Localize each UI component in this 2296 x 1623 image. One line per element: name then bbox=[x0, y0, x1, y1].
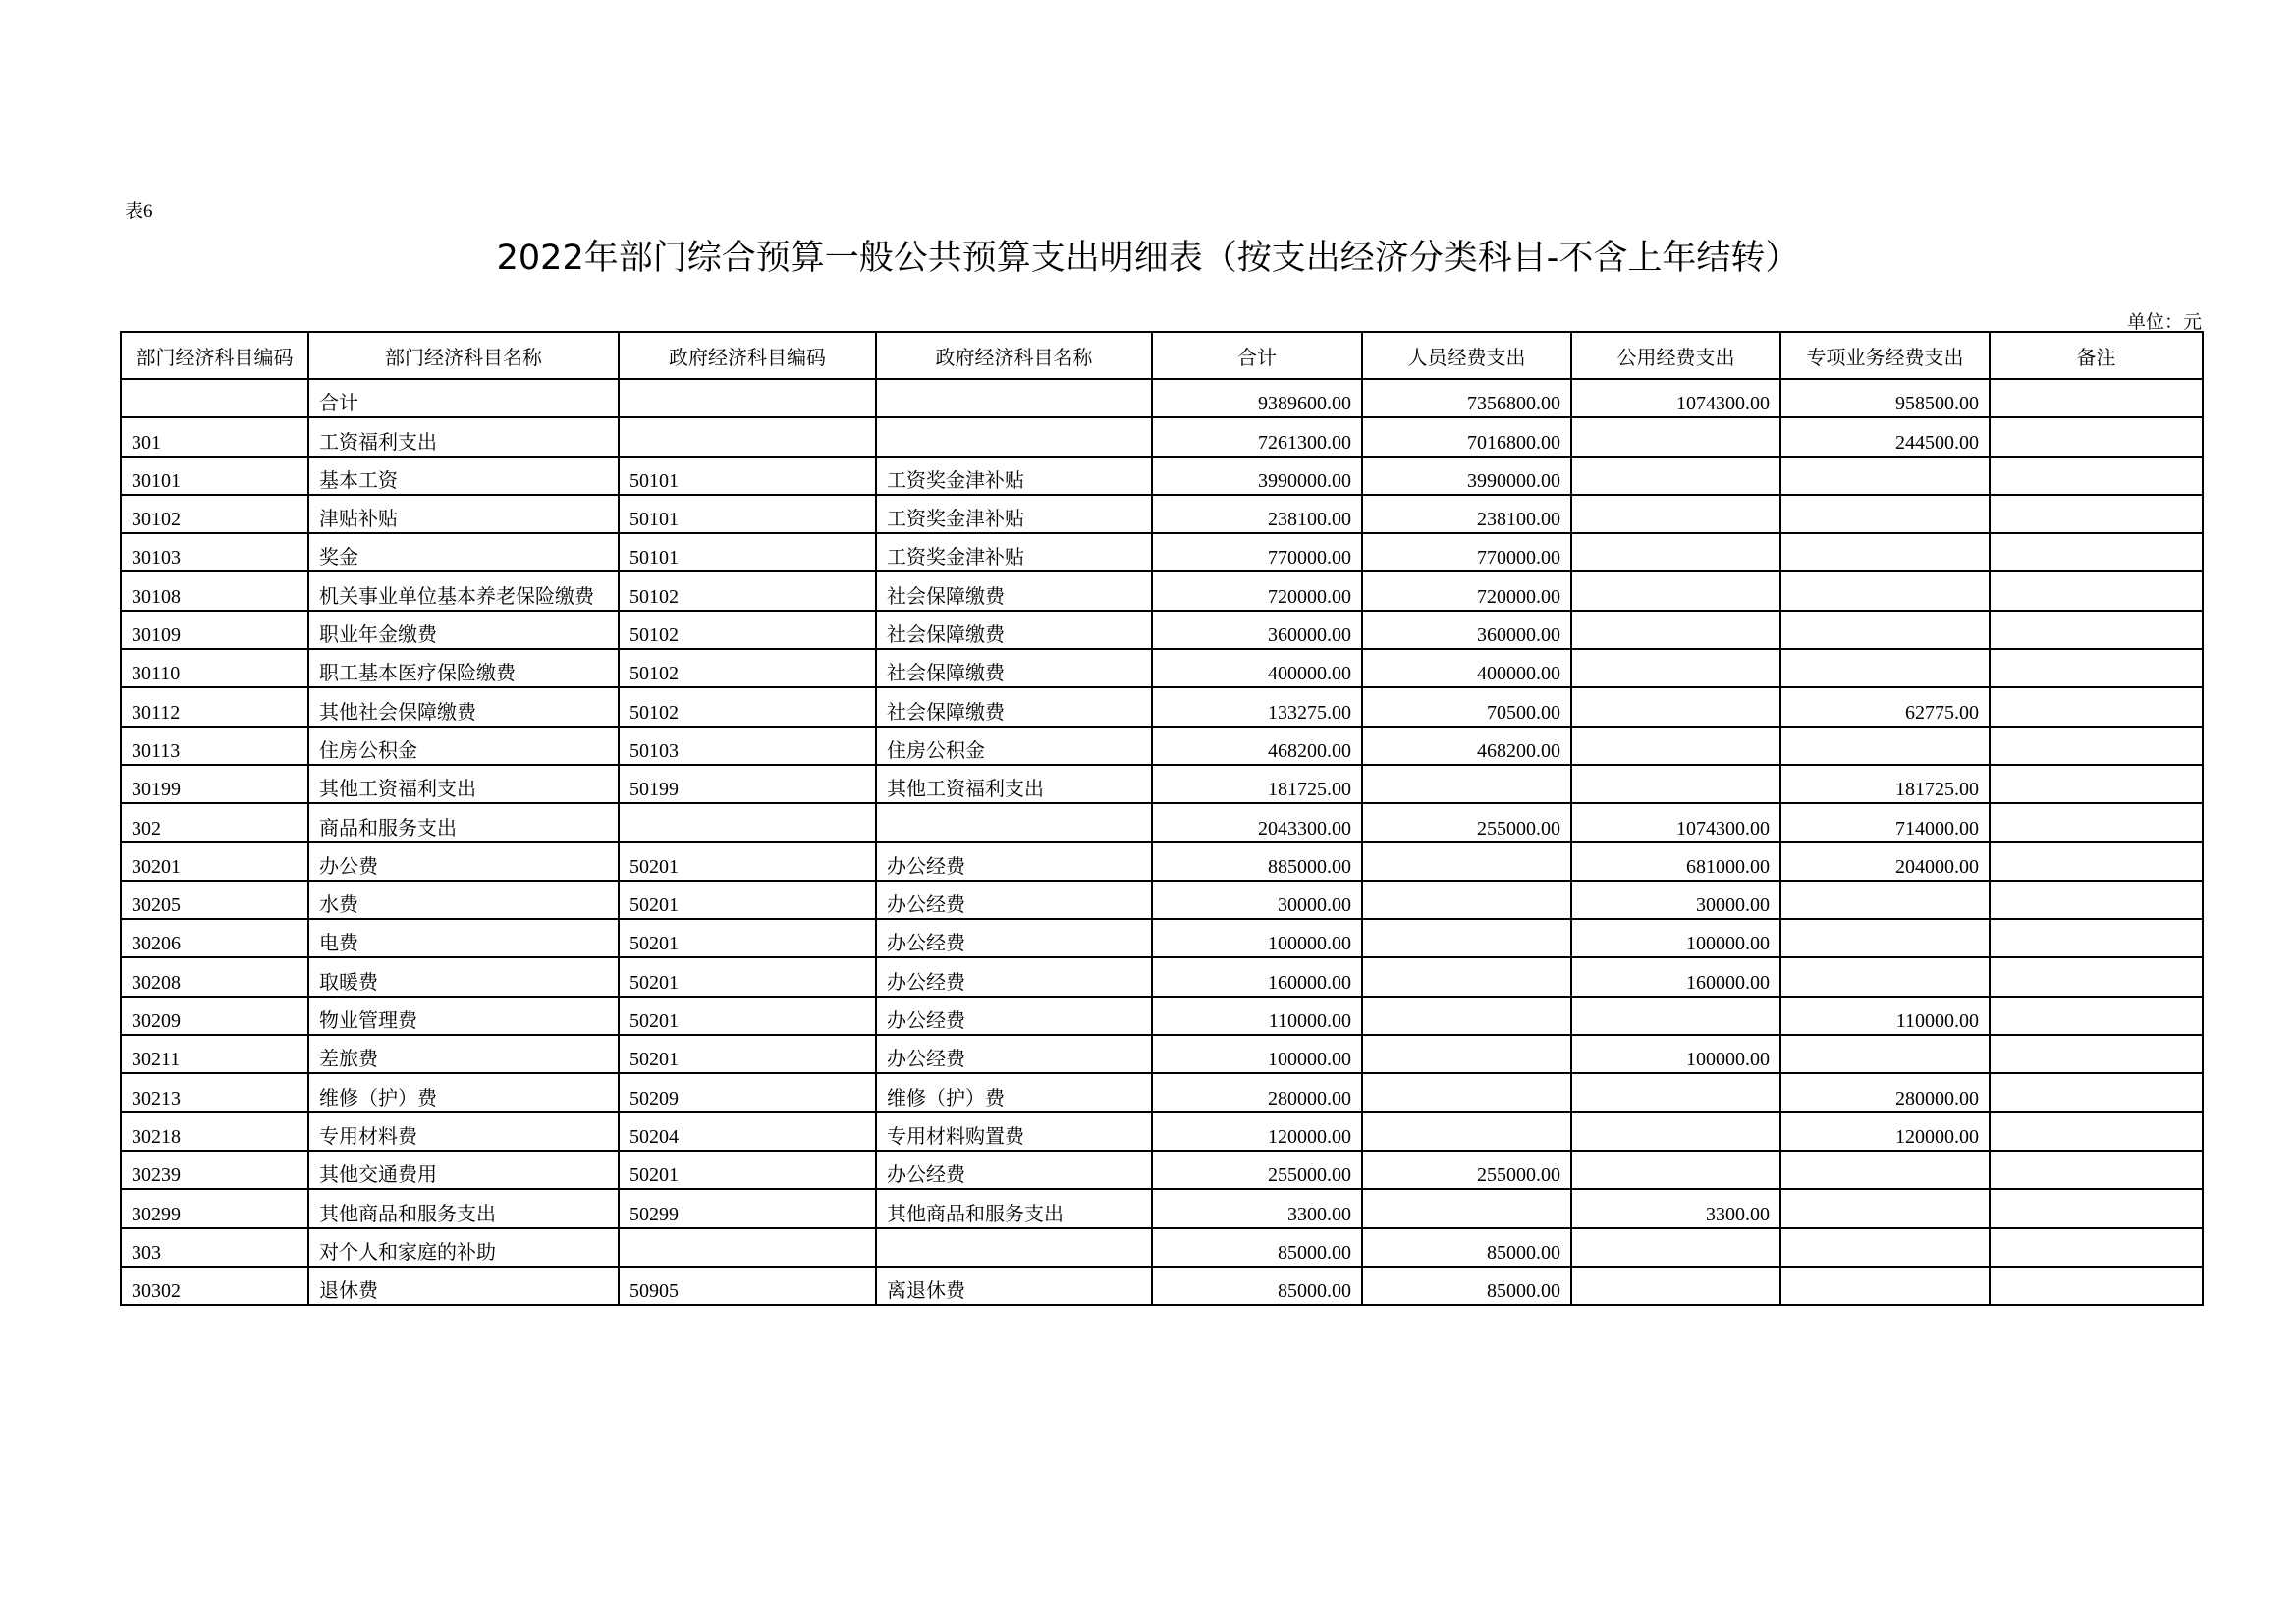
cell-dept-code: 303 bbox=[121, 1228, 308, 1267]
cell-gov-name: 其他商品和服务支出 bbox=[876, 1189, 1152, 1227]
cell-gov-name: 办公经费 bbox=[876, 997, 1152, 1035]
cell-total: 110000.00 bbox=[1152, 997, 1362, 1035]
cell-total: 9389600.00 bbox=[1152, 379, 1362, 417]
cell-dept-code: 30205 bbox=[121, 881, 308, 919]
header-dept-name: 部门经济科目名称 bbox=[308, 332, 619, 379]
cell-special bbox=[1780, 533, 1990, 571]
cell-gov-code: 50209 bbox=[619, 1073, 876, 1111]
cell-gov-name: 社会保障缴费 bbox=[876, 649, 1152, 687]
cell-gov-name: 社会保障缴费 bbox=[876, 611, 1152, 649]
cell-gov-code: 50102 bbox=[619, 571, 876, 610]
header-dept-code: 部门经济科目编码 bbox=[121, 332, 308, 379]
cell-gov-code: 50201 bbox=[619, 1035, 876, 1073]
cell-dept-name: 办公费 bbox=[308, 842, 619, 881]
cell-total: 133275.00 bbox=[1152, 687, 1362, 726]
cell-gov-name: 办公经费 bbox=[876, 1035, 1152, 1073]
cell-dept-name: 商品和服务支出 bbox=[308, 803, 619, 841]
cell-total: 3300.00 bbox=[1152, 1189, 1362, 1227]
cell-public bbox=[1571, 997, 1780, 1035]
cell-gov-code bbox=[619, 1228, 876, 1267]
cell-remarks bbox=[1990, 495, 2203, 533]
header-total: 合计 bbox=[1152, 332, 1362, 379]
cell-dept-name: 机关事业单位基本养老保险缴费 bbox=[308, 571, 619, 610]
cell-dept-name: 合计 bbox=[308, 379, 619, 417]
cell-special: 204000.00 bbox=[1780, 842, 1990, 881]
cell-dept-name: 职工基本医疗保险缴费 bbox=[308, 649, 619, 687]
cell-dept-code: 30208 bbox=[121, 957, 308, 996]
cell-dept-code: 30102 bbox=[121, 495, 308, 533]
cell-public: 100000.00 bbox=[1571, 1035, 1780, 1073]
header-gov-name: 政府经济科目名称 bbox=[876, 332, 1152, 379]
cell-personnel bbox=[1362, 842, 1571, 881]
cell-remarks bbox=[1990, 1228, 2203, 1267]
cell-public bbox=[1571, 1151, 1780, 1189]
cell-dept-code bbox=[121, 379, 308, 417]
cell-dept-code: 30239 bbox=[121, 1151, 308, 1189]
cell-total: 280000.00 bbox=[1152, 1073, 1362, 1111]
cell-personnel bbox=[1362, 997, 1571, 1035]
cell-remarks bbox=[1990, 842, 2203, 881]
cell-special: 244500.00 bbox=[1780, 417, 1990, 456]
cell-gov-name: 社会保障缴费 bbox=[876, 571, 1152, 610]
cell-public bbox=[1571, 765, 1780, 803]
cell-remarks bbox=[1990, 997, 2203, 1035]
cell-dept-name: 住房公积金 bbox=[308, 727, 619, 765]
cell-dept-code: 302 bbox=[121, 803, 308, 841]
header-remarks: 备注 bbox=[1990, 332, 2203, 379]
cell-public: 3300.00 bbox=[1571, 1189, 1780, 1227]
cell-remarks bbox=[1990, 533, 2203, 571]
cell-public bbox=[1571, 457, 1780, 495]
cell-personnel: 468200.00 bbox=[1362, 727, 1571, 765]
cell-personnel bbox=[1362, 1112, 1571, 1151]
cell-personnel: 85000.00 bbox=[1362, 1228, 1571, 1267]
cell-dept-name: 取暖费 bbox=[308, 957, 619, 996]
cell-remarks bbox=[1990, 457, 2203, 495]
cell-personnel: 255000.00 bbox=[1362, 1151, 1571, 1189]
page-title: 2022年部门综合预算一般公共预算支出明细表（按支出经济分类科目-不含上年结转） bbox=[496, 239, 1800, 278]
cell-gov-code: 50101 bbox=[619, 495, 876, 533]
cell-dept-code: 30199 bbox=[121, 765, 308, 803]
cell-gov-code bbox=[619, 379, 876, 417]
cell-remarks bbox=[1990, 687, 2203, 726]
cell-gov-code: 50199 bbox=[619, 765, 876, 803]
table-row bbox=[121, 1035, 2203, 1073]
cell-special bbox=[1780, 881, 1990, 919]
cell-gov-name: 办公经费 bbox=[876, 881, 1152, 919]
cell-gov-code: 50201 bbox=[619, 1151, 876, 1189]
cell-dept-code: 30201 bbox=[121, 842, 308, 881]
cell-gov-name: 专用材料购置费 bbox=[876, 1112, 1152, 1151]
cell-dept-name: 对个人和家庭的补助 bbox=[308, 1228, 619, 1267]
cell-gov-name: 工资奖金津补贴 bbox=[876, 495, 1152, 533]
cell-personnel: 70500.00 bbox=[1362, 687, 1571, 726]
cell-special bbox=[1780, 649, 1990, 687]
cell-special bbox=[1780, 919, 1990, 957]
cell-remarks bbox=[1990, 765, 2203, 803]
cell-special: 280000.00 bbox=[1780, 1073, 1990, 1111]
cell-remarks bbox=[1990, 919, 2203, 957]
cell-remarks bbox=[1990, 571, 2203, 610]
cell-gov-code: 50101 bbox=[619, 457, 876, 495]
cell-dept-code: 30112 bbox=[121, 687, 308, 726]
cell-special bbox=[1780, 1035, 1990, 1073]
cell-dept-code: 30109 bbox=[121, 611, 308, 649]
cell-special: 714000.00 bbox=[1780, 803, 1990, 841]
cell-special bbox=[1780, 611, 1990, 649]
cell-gov-name: 离退休费 bbox=[876, 1267, 1152, 1305]
cell-total: 30000.00 bbox=[1152, 881, 1362, 919]
header-special: 专项业务经费支出 bbox=[1780, 332, 1990, 379]
cell-personnel bbox=[1362, 765, 1571, 803]
cell-dept-name: 其他社会保障缴费 bbox=[308, 687, 619, 726]
cell-public bbox=[1571, 495, 1780, 533]
cell-special bbox=[1780, 457, 1990, 495]
cell-total: 100000.00 bbox=[1152, 919, 1362, 957]
cell-personnel bbox=[1362, 919, 1571, 957]
cell-public bbox=[1571, 1228, 1780, 1267]
cell-remarks bbox=[1990, 1151, 2203, 1189]
cell-dept-code: 30211 bbox=[121, 1035, 308, 1073]
cell-total: 7261300.00 bbox=[1152, 417, 1362, 456]
table-row bbox=[121, 533, 2203, 571]
cell-gov-name: 办公经费 bbox=[876, 1151, 1152, 1189]
cell-dept-name: 其他商品和服务支出 bbox=[308, 1189, 619, 1227]
cell-dept-name: 其他工资福利支出 bbox=[308, 765, 619, 803]
cell-personnel: 400000.00 bbox=[1362, 649, 1571, 687]
cell-personnel bbox=[1362, 957, 1571, 996]
cell-dept-code: 30213 bbox=[121, 1073, 308, 1111]
cell-gov-code: 50103 bbox=[619, 727, 876, 765]
cell-dept-name: 专用材料费 bbox=[308, 1112, 619, 1151]
cell-dept-code: 30101 bbox=[121, 457, 308, 495]
cell-public bbox=[1571, 417, 1780, 456]
cell-public bbox=[1571, 727, 1780, 765]
cell-dept-code: 30206 bbox=[121, 919, 308, 957]
table-row bbox=[121, 495, 2203, 533]
cell-public: 100000.00 bbox=[1571, 919, 1780, 957]
cell-total: 100000.00 bbox=[1152, 1035, 1362, 1073]
table-row bbox=[121, 1267, 2203, 1305]
cell-dept-code: 30302 bbox=[121, 1267, 308, 1305]
cell-special bbox=[1780, 727, 1990, 765]
table-row bbox=[121, 727, 2203, 765]
cell-gov-code: 50201 bbox=[619, 919, 876, 957]
cell-gov-code: 50299 bbox=[619, 1189, 876, 1227]
table-header-row bbox=[121, 332, 2203, 379]
cell-total: 720000.00 bbox=[1152, 571, 1362, 610]
cell-personnel: 255000.00 bbox=[1362, 803, 1571, 841]
cell-dept-code: 30108 bbox=[121, 571, 308, 610]
cell-remarks bbox=[1990, 379, 2203, 417]
cell-public bbox=[1571, 687, 1780, 726]
cell-personnel: 3990000.00 bbox=[1362, 457, 1571, 495]
cell-public: 160000.00 bbox=[1571, 957, 1780, 996]
cell-dept-name: 退休费 bbox=[308, 1267, 619, 1305]
table-number: 表6 bbox=[125, 201, 153, 222]
cell-special bbox=[1780, 1267, 1990, 1305]
table-row bbox=[121, 1112, 2203, 1151]
cell-dept-name: 维修（护）费 bbox=[308, 1073, 619, 1111]
cell-personnel: 85000.00 bbox=[1362, 1267, 1571, 1305]
cell-remarks bbox=[1990, 1267, 2203, 1305]
cell-gov-name: 办公经费 bbox=[876, 957, 1152, 996]
unit-label: 单位：元 bbox=[2126, 312, 2202, 333]
cell-personnel: 770000.00 bbox=[1362, 533, 1571, 571]
cell-special bbox=[1780, 1189, 1990, 1227]
cell-dept-name: 水费 bbox=[308, 881, 619, 919]
cell-public bbox=[1571, 649, 1780, 687]
cell-public bbox=[1571, 611, 1780, 649]
cell-gov-name: 社会保障缴费 bbox=[876, 687, 1152, 726]
cell-dept-code: 301 bbox=[121, 417, 308, 456]
cell-gov-name: 办公经费 bbox=[876, 919, 1152, 957]
cell-total: 770000.00 bbox=[1152, 533, 1362, 571]
cell-total: 85000.00 bbox=[1152, 1228, 1362, 1267]
cell-gov-code: 50204 bbox=[619, 1112, 876, 1151]
cell-gov-name bbox=[876, 417, 1152, 456]
cell-total: 2043300.00 bbox=[1152, 803, 1362, 841]
cell-public: 1074300.00 bbox=[1571, 803, 1780, 841]
header-public: 公用经费支出 bbox=[1571, 332, 1780, 379]
cell-remarks bbox=[1990, 649, 2203, 687]
table-row bbox=[121, 957, 2203, 996]
cell-personnel bbox=[1362, 881, 1571, 919]
cell-total: 238100.00 bbox=[1152, 495, 1362, 533]
cell-personnel: 238100.00 bbox=[1362, 495, 1571, 533]
cell-public bbox=[1571, 571, 1780, 610]
cell-remarks bbox=[1990, 957, 2203, 996]
cell-total: 885000.00 bbox=[1152, 842, 1362, 881]
cell-total: 181725.00 bbox=[1152, 765, 1362, 803]
cell-gov-code: 50102 bbox=[619, 611, 876, 649]
table-row bbox=[121, 649, 2203, 687]
cell-total: 160000.00 bbox=[1152, 957, 1362, 996]
cell-gov-name: 住房公积金 bbox=[876, 727, 1152, 765]
cell-remarks bbox=[1990, 417, 2203, 456]
cell-special: 958500.00 bbox=[1780, 379, 1990, 417]
cell-dept-name: 电费 bbox=[308, 919, 619, 957]
table-row bbox=[121, 1228, 2203, 1267]
cell-special: 110000.00 bbox=[1780, 997, 1990, 1035]
cell-gov-code: 50102 bbox=[619, 649, 876, 687]
cell-total: 255000.00 bbox=[1152, 1151, 1362, 1189]
table-row bbox=[121, 571, 2203, 610]
cell-public bbox=[1571, 1267, 1780, 1305]
budget-table bbox=[120, 331, 2204, 1306]
table-row bbox=[121, 842, 2203, 881]
cell-public: 30000.00 bbox=[1571, 881, 1780, 919]
cell-remarks bbox=[1990, 1035, 2203, 1073]
cell-personnel bbox=[1362, 1035, 1571, 1073]
cell-special: 120000.00 bbox=[1780, 1112, 1990, 1151]
cell-gov-code: 50201 bbox=[619, 842, 876, 881]
cell-remarks bbox=[1990, 1073, 2203, 1111]
cell-gov-code: 50102 bbox=[619, 687, 876, 726]
cell-public: 681000.00 bbox=[1571, 842, 1780, 881]
cell-gov-name bbox=[876, 803, 1152, 841]
table-row bbox=[121, 997, 2203, 1035]
cell-gov-code: 50201 bbox=[619, 881, 876, 919]
cell-public bbox=[1571, 1112, 1780, 1151]
cell-special bbox=[1780, 1228, 1990, 1267]
table-row bbox=[121, 919, 2203, 957]
cell-special: 181725.00 bbox=[1780, 765, 1990, 803]
cell-total: 360000.00 bbox=[1152, 611, 1362, 649]
cell-special bbox=[1780, 1151, 1990, 1189]
cell-dept-name: 工资福利支出 bbox=[308, 417, 619, 456]
cell-dept-code: 30209 bbox=[121, 997, 308, 1035]
cell-gov-code: 50101 bbox=[619, 533, 876, 571]
table-row bbox=[121, 417, 2203, 456]
cell-dept-name: 差旅费 bbox=[308, 1035, 619, 1073]
cell-gov-name: 办公经费 bbox=[876, 842, 1152, 881]
cell-personnel: 360000.00 bbox=[1362, 611, 1571, 649]
table-row bbox=[121, 457, 2203, 495]
cell-total: 3990000.00 bbox=[1152, 457, 1362, 495]
cell-personnel: 7016800.00 bbox=[1362, 417, 1571, 456]
cell-gov-name: 维修（护）费 bbox=[876, 1073, 1152, 1111]
cell-remarks bbox=[1990, 1189, 2203, 1227]
cell-gov-name: 其他工资福利支出 bbox=[876, 765, 1152, 803]
cell-gov-code bbox=[619, 803, 876, 841]
cell-gov-code: 50905 bbox=[619, 1267, 876, 1305]
cell-dept-code: 30299 bbox=[121, 1189, 308, 1227]
table-row bbox=[121, 1189, 2203, 1227]
cell-personnel bbox=[1362, 1189, 1571, 1227]
cell-gov-name: 工资奖金津补贴 bbox=[876, 457, 1152, 495]
cell-gov-name: 工资奖金津补贴 bbox=[876, 533, 1152, 571]
header-gov-code: 政府经济科目编码 bbox=[619, 332, 876, 379]
header-personnel: 人员经费支出 bbox=[1362, 332, 1571, 379]
cell-gov-code: 50201 bbox=[619, 957, 876, 996]
cell-total: 400000.00 bbox=[1152, 649, 1362, 687]
cell-remarks bbox=[1990, 803, 2203, 841]
cell-special bbox=[1780, 495, 1990, 533]
cell-gov-code: 50201 bbox=[619, 997, 876, 1035]
table-row bbox=[121, 687, 2203, 726]
cell-dept-code: 30103 bbox=[121, 533, 308, 571]
cell-dept-code: 30218 bbox=[121, 1112, 308, 1151]
cell-remarks bbox=[1990, 881, 2203, 919]
cell-dept-name: 其他交通费用 bbox=[308, 1151, 619, 1189]
cell-gov-code bbox=[619, 417, 876, 456]
cell-public: 1074300.00 bbox=[1571, 379, 1780, 417]
cell-dept-code: 30113 bbox=[121, 727, 308, 765]
cell-total: 468200.00 bbox=[1152, 727, 1362, 765]
table-row bbox=[121, 1073, 2203, 1111]
cell-gov-name bbox=[876, 1228, 1152, 1267]
table-row bbox=[121, 379, 2203, 417]
cell-total: 120000.00 bbox=[1152, 1112, 1362, 1151]
table-row bbox=[121, 765, 2203, 803]
cell-dept-name: 基本工资 bbox=[308, 457, 619, 495]
table-row bbox=[121, 803, 2203, 841]
cell-remarks bbox=[1990, 727, 2203, 765]
cell-special bbox=[1780, 571, 1990, 610]
cell-total: 85000.00 bbox=[1152, 1267, 1362, 1305]
cell-public bbox=[1571, 1073, 1780, 1111]
cell-gov-name bbox=[876, 379, 1152, 417]
cell-dept-name: 奖金 bbox=[308, 533, 619, 571]
cell-special: 62775.00 bbox=[1780, 687, 1990, 726]
cell-public bbox=[1571, 533, 1780, 571]
cell-dept-name: 物业管理费 bbox=[308, 997, 619, 1035]
table-row bbox=[121, 881, 2203, 919]
table-row bbox=[121, 611, 2203, 649]
cell-personnel: 720000.00 bbox=[1362, 571, 1571, 610]
cell-personnel bbox=[1362, 1073, 1571, 1111]
cell-remarks bbox=[1990, 1112, 2203, 1151]
cell-dept-code: 30110 bbox=[121, 649, 308, 687]
cell-dept-name: 津贴补贴 bbox=[308, 495, 619, 533]
cell-dept-name: 职业年金缴费 bbox=[308, 611, 619, 649]
cell-special bbox=[1780, 957, 1990, 996]
table-row bbox=[121, 1151, 2203, 1189]
cell-remarks bbox=[1990, 611, 2203, 649]
cell-personnel: 7356800.00 bbox=[1362, 379, 1571, 417]
